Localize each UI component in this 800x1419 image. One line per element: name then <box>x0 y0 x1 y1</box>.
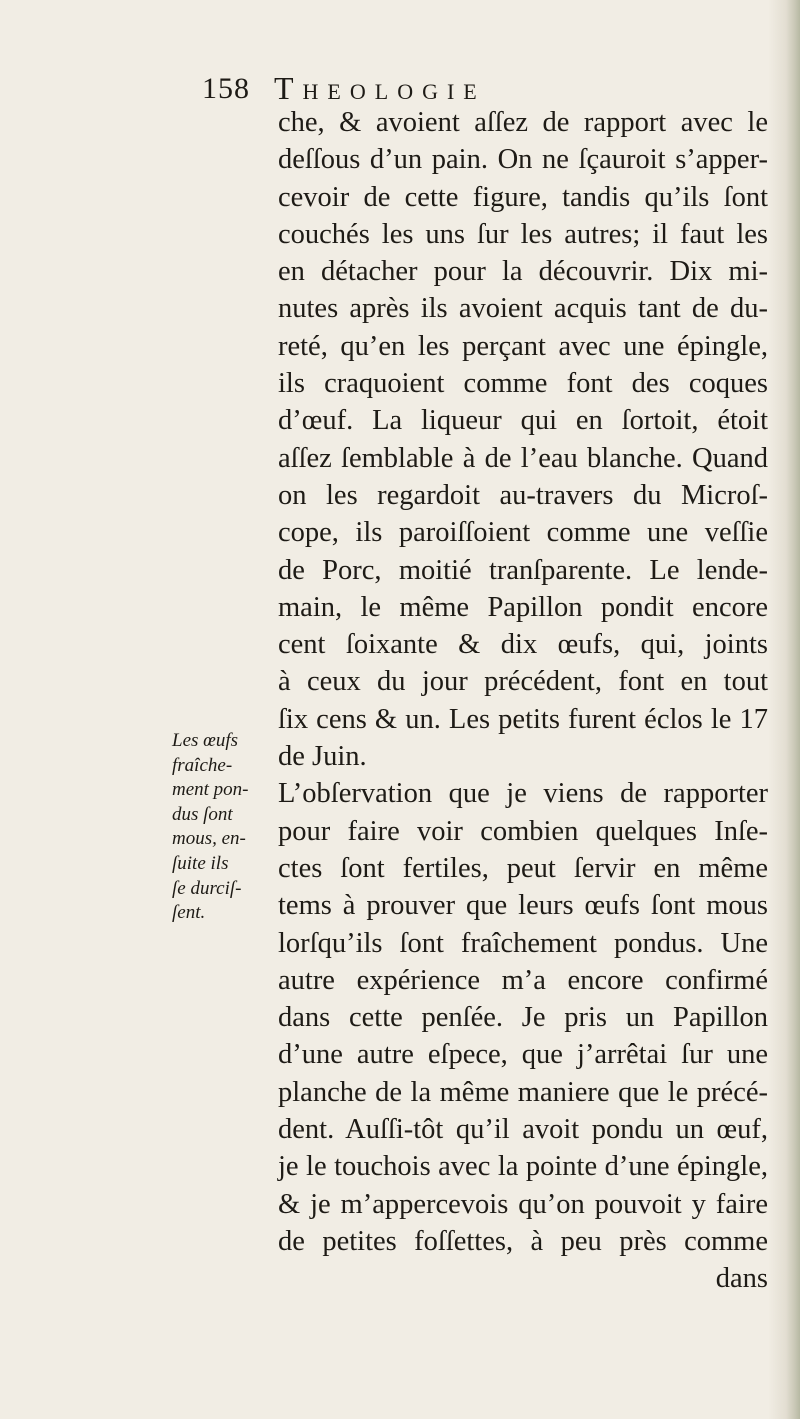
text-line: main, le même Papillon pondit encore <box>278 591 768 623</box>
text-line: dans cette penſée. Je pris un Papillon <box>278 1002 768 1034</box>
text-line: autre expérience m’a encore confirmé <box>278 964 768 996</box>
text-line: de petites foſſettes, à peu près comme <box>278 1225 768 1257</box>
running-head: Theologie <box>274 70 486 106</box>
text-line: cent ſoixante & dix œufs, qui, joints <box>278 629 768 661</box>
margin-note-line: dus ſont <box>172 803 233 825</box>
text-line: ctes ſont fertiles, peut ſervir en même <box>278 852 768 884</box>
text-line: & je m’appercevois qu’on pouvoit y faire <box>278 1188 768 1220</box>
text-line: de Porc, moitié tranſparente. Le lende- <box>278 554 768 586</box>
text-line: che, & avoient aſſez de rapport avec le <box>278 107 768 138</box>
text-line: d’œuf. La liqueur qui en ſortoit, étoit <box>278 405 768 437</box>
text-line: ils craquoient comme font des coques <box>278 368 768 400</box>
text-line: couchés les uns ſur les autres; il faut les <box>278 218 768 250</box>
text-line: d’une autre eſpece, que j’arrêtai ſur une <box>278 1039 768 1071</box>
text-line: dent. Auſſi-tôt qu’il avoit pondu un œuf, <box>278 1114 768 1146</box>
text-line: cevoir de cette figure, tandis qu’ils ſont <box>278 181 768 213</box>
margin-note-line: mous, en- <box>172 828 246 850</box>
margin-note <box>172 729 272 926</box>
catchword: dans <box>715 1263 768 1295</box>
text-line: pour faire voir combien quelques Inſe- <box>278 815 768 847</box>
body-text <box>278 104 768 1298</box>
text-line: on les regardoit au-travers du Microſ- <box>278 479 768 511</box>
page-edge-shadow <box>786 0 800 1419</box>
margin-note-line: Les œufs <box>172 730 238 751</box>
page-number: 158 <box>202 72 250 105</box>
text-line: aſſez ſemblable à de l’eau blanche. Quand <box>278 442 768 474</box>
margin-note-line: fraîche- <box>172 754 233 776</box>
text-line: planche de la même maniere que le précé- <box>278 1076 768 1108</box>
text-line: cope, ils paroiſſoient comme une veſſie <box>278 517 768 549</box>
text-line: ſix cens & un. Les petits furent éclos le 17 <box>278 703 768 735</box>
text-line: je le touchois avec la pointe d’une épingle, <box>278 1151 768 1183</box>
text-line: tems à prouver que leurs œufs ſont mous <box>278 890 768 922</box>
text-line: lorſqu’ils ſont fraîchement pondus. Une <box>278 927 768 959</box>
text-line: nutes après ils avoient acquis tant de du- <box>278 293 768 325</box>
margin-note-line: ment pon- <box>172 779 249 801</box>
margin-note-line: ſe durciſ- <box>172 877 242 899</box>
text-line: L’obſervation que je viens de rapporter <box>278 778 768 810</box>
margin-note-line: ſent. <box>172 902 206 924</box>
text-line: reté, qu’en les perçant avec une épingle, <box>278 330 768 362</box>
text-line: à ceux du jour précédent, font en tout <box>278 666 768 698</box>
text-line: de Juin. <box>278 741 367 773</box>
text-line: en détacher pour la découvrir. Dix mi- <box>278 256 768 288</box>
text-line: deſſous d’un pain. On ne ſçauroit s’apper- <box>278 144 768 176</box>
margin-note-line: ſuite ils <box>172 852 229 874</box>
